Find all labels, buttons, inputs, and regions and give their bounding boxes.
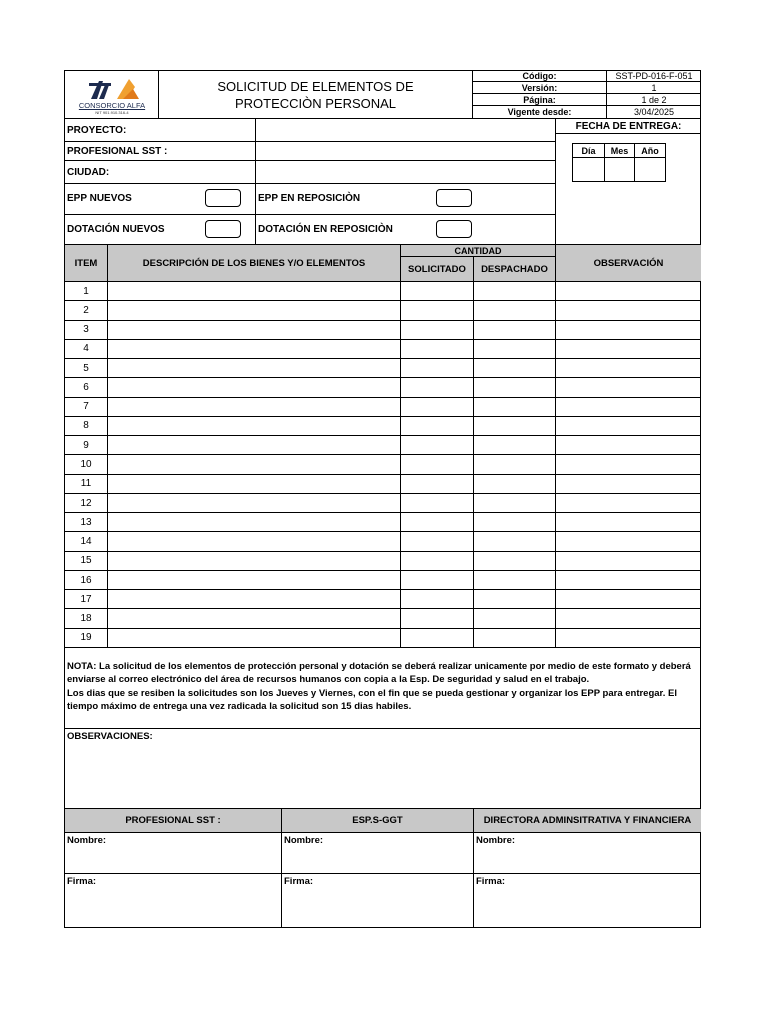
anio-field[interactable] bbox=[634, 157, 666, 182]
dotacion-reposicion-cell bbox=[256, 215, 556, 245]
epp-reposicion-label: EPP EN REPOSICIÒN bbox=[258, 193, 361, 204]
observaciones-label: OBSERVACIONES: bbox=[67, 731, 153, 742]
dotacion-nuevos-cell bbox=[65, 215, 256, 245]
company-nit: NIT 901.910.316-4 bbox=[95, 110, 129, 115]
item-number: 8 bbox=[65, 417, 108, 436]
item-number: 18 bbox=[65, 609, 108, 628]
meta-label: Código: bbox=[473, 71, 607, 82]
observacion-cell[interactable] bbox=[556, 340, 701, 359]
solicitado-cell[interactable] bbox=[401, 571, 474, 590]
nota-block bbox=[65, 648, 701, 729]
item-number: 1 bbox=[65, 282, 108, 301]
table-row bbox=[65, 532, 701, 551]
items-table-body bbox=[65, 282, 701, 648]
despachado-cell[interactable] bbox=[474, 609, 556, 628]
item-number: 13 bbox=[65, 513, 108, 532]
table-row bbox=[65, 590, 701, 609]
observacion-cell[interactable] bbox=[556, 301, 701, 320]
solicitado-cell[interactable] bbox=[401, 378, 474, 397]
firma-label: Firma: bbox=[476, 876, 506, 887]
despachado-cell[interactable] bbox=[474, 590, 556, 609]
solicitado-header: SOLICITADO bbox=[401, 257, 474, 282]
solicitado-cell[interactable] bbox=[401, 513, 474, 532]
table-row bbox=[65, 398, 701, 417]
descripcion-cell[interactable] bbox=[108, 590, 401, 609]
descripcion-cell[interactable] bbox=[108, 436, 401, 455]
observacion-cell[interactable] bbox=[556, 629, 701, 648]
observacion-cell[interactable] bbox=[556, 609, 701, 628]
epp-request-form bbox=[64, 70, 701, 928]
epp-reposicion-checkbox[interactable] bbox=[436, 189, 472, 207]
meta-value: 3/04/2025 bbox=[633, 107, 675, 117]
despachado-header: DESPACHADO bbox=[474, 257, 556, 282]
firma-field-3[interactable] bbox=[474, 874, 701, 927]
table-row bbox=[65, 552, 701, 571]
nota-paragraph-1: NOTA: La solicitud de los elementos de protección personal y dotación se deberá realizar unicamente por medio de este formato y deberá enviarse al correo electrónico del área de recursos humanos con copia a la Esp. De seguridad y salud en el trabajo. bbox=[67, 661, 691, 686]
table-row bbox=[65, 494, 701, 513]
despachado-cell[interactable] bbox=[474, 552, 556, 571]
item-number: 12 bbox=[65, 494, 108, 513]
solicitado-cell[interactable] bbox=[401, 552, 474, 571]
nombre-label: Nombre: bbox=[284, 835, 324, 846]
meta-value: SST-PD-016-F-051 bbox=[607, 71, 701, 82]
observacion-cell[interactable] bbox=[556, 590, 701, 609]
anio-header: Año bbox=[634, 143, 666, 158]
solicitado-cell[interactable] bbox=[401, 475, 474, 494]
solicitado-cell[interactable] bbox=[401, 301, 474, 320]
table-row bbox=[65, 475, 701, 494]
despachado-cell[interactable] bbox=[474, 359, 556, 378]
observacion-cell[interactable] bbox=[556, 359, 701, 378]
table-row bbox=[65, 609, 701, 628]
descripcion-cell[interactable] bbox=[108, 552, 401, 571]
solicitado-cell[interactable] bbox=[401, 398, 474, 417]
proyecto-field[interactable] bbox=[256, 119, 556, 142]
observacion-cell[interactable] bbox=[556, 398, 701, 417]
table-row bbox=[65, 340, 701, 359]
fecha-entrega-block bbox=[556, 119, 701, 245]
descripcion-cell[interactable] bbox=[108, 513, 401, 532]
descripcion-cell[interactable] bbox=[108, 301, 401, 320]
item-number: 16 bbox=[65, 571, 108, 590]
descripcion-cell[interactable] bbox=[108, 532, 401, 551]
table-row bbox=[65, 359, 701, 378]
despachado-cell[interactable] bbox=[474, 455, 556, 474]
item-number: 15 bbox=[65, 552, 108, 571]
solicitado-cell[interactable] bbox=[401, 532, 474, 551]
table-row bbox=[65, 629, 701, 648]
despachado-cell[interactable] bbox=[474, 417, 556, 436]
observaciones-field[interactable] bbox=[65, 729, 701, 809]
firma-field-1[interactable] bbox=[65, 874, 282, 927]
dotacion-reposicion-checkbox[interactable] bbox=[436, 220, 472, 238]
despachado-cell[interactable] bbox=[474, 571, 556, 590]
despachado-cell[interactable] bbox=[474, 301, 556, 320]
despachado-cell[interactable] bbox=[474, 282, 556, 301]
item-number: 14 bbox=[65, 532, 108, 551]
firma-field-2[interactable] bbox=[282, 874, 474, 927]
solicitado-cell[interactable] bbox=[401, 282, 474, 301]
despachado-cell[interactable] bbox=[474, 494, 556, 513]
table-row bbox=[65, 513, 701, 532]
meta-label: Vigente desde: bbox=[473, 106, 607, 118]
meta-label: Versión: bbox=[473, 82, 607, 94]
descripcion-cell[interactable] bbox=[108, 282, 401, 301]
table-row bbox=[65, 417, 701, 436]
dia-field[interactable] bbox=[572, 157, 605, 182]
epp-nuevos-label: EPP NUEVOS bbox=[67, 193, 132, 204]
meta-value: 1 de 2 bbox=[607, 94, 701, 106]
table-row bbox=[65, 282, 701, 301]
company-logo-icon bbox=[87, 77, 147, 101]
dotacion-reposicion-label: DOTACIÓN EN REPOSICIÒN bbox=[258, 224, 393, 235]
dia-header: Día bbox=[572, 143, 605, 158]
solicitado-cell[interactable] bbox=[401, 340, 474, 359]
observacion-cell[interactable] bbox=[556, 282, 701, 301]
logo-cell bbox=[65, 71, 159, 119]
cantidad-header: CANTIDAD bbox=[401, 245, 556, 257]
table-row bbox=[65, 455, 701, 474]
firma-label: Firma: bbox=[67, 876, 97, 887]
table-row bbox=[65, 571, 701, 590]
observacion-cell[interactable] bbox=[556, 552, 701, 571]
sign-col-esp-header: ESP.S-GGT bbox=[282, 809, 474, 833]
observacion-cell[interactable] bbox=[556, 417, 701, 436]
mes-header: Mes bbox=[604, 143, 635, 158]
epp-reposicion-cell bbox=[256, 184, 556, 215]
dotacion-nuevos-checkbox[interactable] bbox=[205, 220, 241, 238]
observacion-cell[interactable] bbox=[556, 494, 701, 513]
observacion-cell[interactable] bbox=[556, 321, 701, 340]
table-row bbox=[65, 301, 701, 320]
observacion-cell[interactable] bbox=[556, 513, 701, 532]
descripcion-cell[interactable] bbox=[108, 378, 401, 397]
descripcion-cell[interactable] bbox=[108, 494, 401, 513]
table-row bbox=[65, 378, 701, 397]
solicitado-cell[interactable] bbox=[401, 417, 474, 436]
meta-label: Página: bbox=[473, 94, 607, 106]
despachado-cell[interactable] bbox=[474, 436, 556, 455]
table-row bbox=[65, 321, 701, 340]
observacion-cell[interactable] bbox=[556, 455, 701, 474]
nota-paragraph-2: Los dias que se resiben la solicitudes son los Jueves y Viernes, con el fin que se pueda gestionar y organizar los EPP para entregar. El tiempo máximo de entrega una vez radicada la solicitud son 15 dias habiles. bbox=[67, 687, 677, 712]
solicitado-cell[interactable] bbox=[401, 436, 474, 455]
item-number: 10 bbox=[65, 455, 108, 474]
firma-label: Firma: bbox=[284, 876, 314, 887]
despachado-cell[interactable] bbox=[474, 398, 556, 417]
item-number: 17 bbox=[65, 590, 108, 609]
despachado-cell[interactable] bbox=[474, 340, 556, 359]
observacion-cell[interactable] bbox=[556, 436, 701, 455]
item-number: 11 bbox=[65, 475, 108, 494]
despachado-cell[interactable] bbox=[474, 629, 556, 648]
item-number: 7 bbox=[65, 398, 108, 417]
item-number: 3 bbox=[65, 321, 108, 340]
ciudad-field[interactable] bbox=[256, 161, 556, 184]
item-number: 4 bbox=[65, 340, 108, 359]
item-header: ITEM bbox=[65, 245, 108, 282]
meta-value: 1 bbox=[607, 82, 701, 94]
descripcion-cell[interactable] bbox=[108, 359, 401, 378]
company-name: CONSORCIO ALFA bbox=[78, 101, 146, 110]
descripcion-cell[interactable] bbox=[108, 417, 401, 436]
descripcion-cell[interactable] bbox=[108, 340, 401, 359]
item-number: 9 bbox=[65, 436, 108, 455]
solicitado-cell[interactable] bbox=[401, 455, 474, 474]
item-number: 6 bbox=[65, 378, 108, 397]
fecha-entrega-title: FECHA DE ENTREGA: bbox=[575, 120, 682, 132]
epp-nuevos-cell bbox=[65, 184, 256, 215]
solicitado-cell[interactable] bbox=[401, 359, 474, 378]
despachado-cell[interactable] bbox=[474, 378, 556, 397]
profesional-label: PROFESIONAL SST : bbox=[65, 142, 256, 161]
descripcion-cell[interactable] bbox=[108, 629, 401, 648]
epp-nuevos-checkbox[interactable] bbox=[205, 189, 241, 207]
item-number: 5 bbox=[65, 359, 108, 378]
profesional-field[interactable] bbox=[256, 142, 556, 161]
item-number: 19 bbox=[65, 629, 108, 648]
item-number: 2 bbox=[65, 301, 108, 320]
observacion-cell[interactable] bbox=[556, 532, 701, 551]
descripcion-header: DESCRIPCIÓN DE LOS BIENES Y/O ELEMENTOS bbox=[108, 245, 401, 282]
observacion-header: OBSERVACIÓN bbox=[556, 245, 701, 282]
solicitado-cell[interactable] bbox=[401, 494, 474, 513]
dotacion-nuevos-label: DOTACIÓN NUEVOS bbox=[67, 224, 165, 235]
observacion-cell[interactable] bbox=[556, 475, 701, 494]
despachado-cell[interactable] bbox=[474, 321, 556, 340]
meta-table bbox=[473, 71, 701, 119]
despachado-cell[interactable] bbox=[474, 513, 556, 532]
descripcion-cell[interactable] bbox=[108, 321, 401, 340]
mes-field[interactable] bbox=[604, 157, 635, 182]
descripcion-cell[interactable] bbox=[108, 571, 401, 590]
descripcion-cell[interactable] bbox=[108, 398, 401, 417]
solicitado-cell[interactable] bbox=[401, 629, 474, 648]
descripcion-cell[interactable] bbox=[108, 455, 401, 474]
solicitado-cell[interactable] bbox=[401, 321, 474, 340]
nombre-field-2[interactable] bbox=[282, 833, 474, 874]
solicitado-cell[interactable] bbox=[401, 609, 474, 628]
solicitado-cell[interactable] bbox=[401, 590, 474, 609]
observacion-cell[interactable] bbox=[556, 571, 701, 590]
ciudad-label: CIUDAD: bbox=[65, 161, 256, 184]
nombre-label: Nombre: bbox=[67, 835, 107, 846]
observacion-cell[interactable] bbox=[556, 378, 701, 397]
nombre-label: Nombre: bbox=[476, 835, 516, 846]
table-row bbox=[65, 436, 701, 455]
nombre-field-3[interactable] bbox=[474, 833, 701, 874]
descripcion-cell[interactable] bbox=[108, 475, 401, 494]
despachado-cell[interactable] bbox=[474, 475, 556, 494]
nombre-field-1[interactable] bbox=[65, 833, 282, 874]
descripcion-cell[interactable] bbox=[108, 609, 401, 628]
form-title: SOLICITUD DE ELEMENTOS DE PROTECCIÒN PERSONAL bbox=[159, 71, 473, 119]
despachado-cell[interactable] bbox=[474, 532, 556, 551]
sign-col-directora-header: DIRECTORA ADMINSITRATIVA Y FINANCIERA bbox=[474, 809, 701, 833]
sign-col-profesional-header: PROFESIONAL SST : bbox=[65, 809, 282, 833]
proyecto-label: PROYECTO: bbox=[65, 119, 256, 142]
